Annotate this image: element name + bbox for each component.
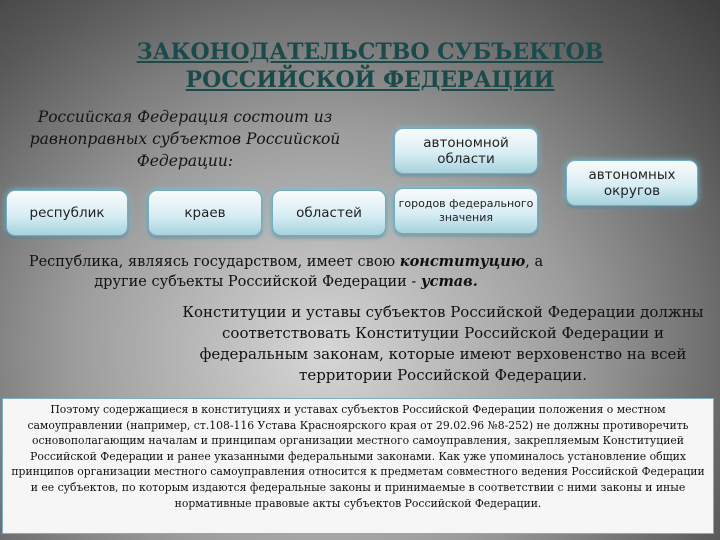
supremacy-text: Конституции и уставы субъектов Российской Федерации должны соответствовать Конституции Российской Федерации и федеральным законам, которые имеют верховенство на всей территории Российской Федерации. — [182, 303, 704, 384]
sentence1-constitution-word: конституцию — [399, 253, 526, 270]
sentence1-charter-word: устав. — [420, 273, 478, 290]
subject-krais: краев — [148, 190, 262, 236]
intro-text: Российская Федерация состоит из равноправных субъектов Российской Федерации: — [29, 108, 341, 170]
subject-autonomous-okrugs: автономных округов — [566, 160, 698, 206]
slide-title: ЗАКОНОДАТЕЛЬСТВО СУБЪЕКТОВ РОССИЙСКОЙ ФЕДЕРАЦИИ — [136, 39, 604, 93]
sentence1-middle: , а другие субъекты Российской Федерации - — [94, 254, 544, 290]
subject-federal-cities: городов федерального значения — [394, 188, 538, 234]
subject-republics: республик — [6, 190, 128, 236]
republic-constitution-text — [6, 252, 566, 292]
subject-autonomous-oblast: автономной области — [394, 128, 538, 174]
subject-oblasts: областей — [272, 190, 386, 236]
sentence1-before: Республика, являясь государством, имеет свою — [28, 254, 400, 270]
local-government-note: Поэтому содержащиеся в конституциях и уставах субъектов Российской Федерации положения о местном самоуправлении (например, ст.108-116 Устава Красноярского края от 29.02.96 №8-252) не должны противоречить основополагающим началам и принципам организации местного самоуправления, закрепляемым Конституцией Российской Федерации и ранее указанными федеральными законами. Как уже упоминалось установление общих принципов организации местного самоуправления относится к предметам совместного ведения Российской Федерации и ее субъектов, по которым издаются федеральные законы и принимаемые в соответствии с ними законы и иные нормативные правовые акты субъектов Российской Федерации. — [2, 398, 714, 534]
